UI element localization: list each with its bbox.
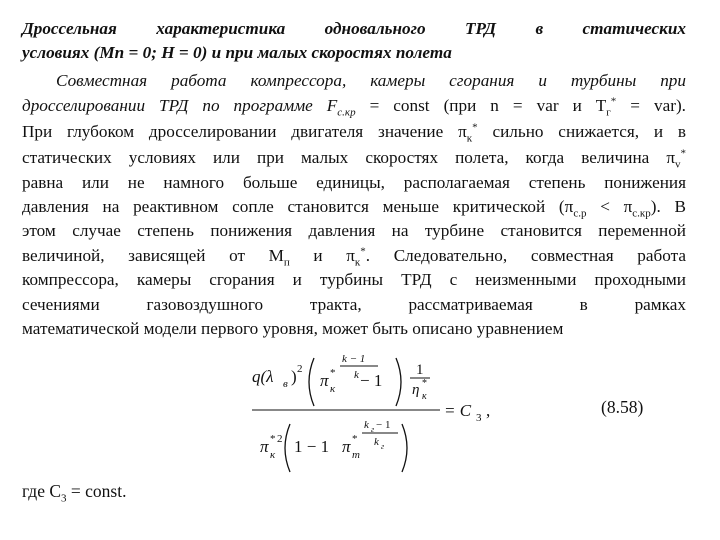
- eq-exp-num: k − 1: [342, 353, 366, 365]
- eq-den-exp-k: k: [364, 419, 369, 431]
- body-text-2a: статических условиях или при малых скоростях полета, когда величина π: [22, 148, 675, 167]
- body-text-4a: давления на реактивном сопле становится меньше критической (π: [22, 197, 574, 216]
- body-text-7: компрессора, камеры сгорания и турбины ТРД с неизменными проходными: [22, 270, 686, 289]
- footer-line: [22, 481, 127, 505]
- eq-equals: = C: [444, 401, 472, 420]
- body-sup-2: *: [680, 147, 686, 160]
- eq-eta-sub: к: [422, 391, 427, 402]
- body-sub-6a: п: [283, 256, 290, 269]
- footer-rest: = const.: [66, 481, 127, 501]
- eq-den-pi-t: π: [342, 437, 351, 456]
- subheading-line-2: [22, 95, 686, 117]
- equation-number: (8.58): [601, 397, 644, 417]
- body-text-4c: ). В: [650, 197, 686, 216]
- eq-q: q(λ: [252, 367, 274, 386]
- eq-eta: η: [412, 382, 420, 398]
- eq-den-pi: π: [260, 437, 269, 456]
- heading-text-2: условиях (Мп = 0; Н = 0) и при малых скоростях полета: [22, 43, 452, 62]
- subheading-sub-1: с.кр: [337, 106, 356, 119]
- subheading-line-1: [56, 70, 686, 92]
- body-sub-2: v: [675, 158, 681, 171]
- body-text-6a: величиной, зависящей от М: [22, 246, 284, 265]
- body-text-3: равна или не намного больше единицы, располагаемая степень понижения: [22, 173, 686, 192]
- body-line-6: [22, 245, 686, 267]
- body-text-9: математической модели первого уровня, может быть описано уравнением: [22, 319, 564, 338]
- eq-den-paren-right: [402, 424, 407, 472]
- eq-den-pi-t-star: *: [352, 433, 358, 445]
- eq-den-pi-star: *: [270, 433, 276, 445]
- heading-line-1: [22, 18, 686, 40]
- body-text-1a: При глубоком дросселировании двигателя значение π: [22, 122, 467, 141]
- body-line-9: [22, 318, 686, 340]
- body-sup-1: *: [472, 121, 478, 134]
- body-line-4: [22, 196, 686, 218]
- body-line-2: [22, 147, 686, 169]
- eq-q-close: ): [291, 367, 297, 386]
- eq-comma: ,: [486, 401, 491, 420]
- eq-den-exp-den-g: г: [381, 442, 385, 451]
- eq-den-exp-g: г: [371, 425, 375, 434]
- body-sub-4a: с.р: [573, 207, 587, 220]
- subheading-text-2a: дросселировании ТРД по программе F: [22, 96, 338, 115]
- body-text-4b: < π: [586, 197, 633, 216]
- eq-paren-right: [396, 358, 401, 406]
- body-sub-6b: к: [354, 256, 361, 269]
- eq-den-pi-sub: к: [270, 449, 276, 461]
- eq-eta-star: *: [422, 378, 427, 389]
- equation-8-58: [250, 348, 510, 476]
- body-text-6b: и π: [289, 246, 355, 265]
- eq-den-pi-t-sub: т: [352, 449, 360, 461]
- heading-line-2: [22, 42, 686, 64]
- subheading-sup-2: *: [610, 95, 617, 108]
- subheading-text-2c: = var).: [616, 96, 686, 115]
- footer-text: где С: [22, 481, 62, 501]
- eq-one-num: 1: [416, 362, 424, 378]
- subheading-text-1: Совместная работа компрессора, камеры сгорания и турбины при: [56, 71, 686, 90]
- footer-sub: 3: [61, 492, 67, 505]
- eq-sq-1: 2: [297, 363, 303, 375]
- body-line-8: [22, 294, 686, 316]
- body-line-3: [22, 172, 686, 194]
- body-line-7: [22, 269, 686, 291]
- eq-minus-one: − 1: [360, 371, 383, 390]
- eq-c-sub: 3: [476, 412, 482, 424]
- body-text-8: сечениями газовоздушного тракта, рассматриваемая в рамках: [22, 295, 686, 314]
- eq-den-exp-minus: − 1: [376, 419, 391, 431]
- eq-pi-1-sub: к: [330, 383, 336, 395]
- body-sub-1: к: [466, 132, 473, 145]
- body-sup-6b: *: [360, 245, 366, 258]
- subheading-sub-2: г: [606, 106, 611, 119]
- body-text-1b: сильно снижается, и в: [477, 122, 686, 141]
- body-line-5: [22, 220, 686, 242]
- eq-pi-1: π: [320, 371, 329, 390]
- eq-exp-den: k: [354, 369, 359, 381]
- body-line-1: [22, 121, 686, 143]
- eq-den-paren-left: [285, 424, 290, 472]
- eq-den-exp-den: k: [374, 436, 379, 448]
- eq-q-sub: в: [283, 378, 288, 390]
- eq-den-sq: 2: [277, 433, 283, 445]
- body-text-6c: . Следовательно, совместная работа: [365, 246, 686, 265]
- eq-pi-1-star: *: [330, 367, 336, 379]
- body-text-5: этом случае степень понижения давления на турбине становится переменной: [22, 221, 686, 240]
- body-sub-4b: с.кр: [632, 207, 651, 220]
- eq-paren-left: [309, 358, 314, 406]
- subheading-text-2b: = const (при n = var и T: [355, 96, 607, 115]
- heading-text-1: Дроссельная характеристика одновального ТРД в статических: [22, 19, 686, 38]
- eq-den-one: 1 − 1: [294, 437, 330, 456]
